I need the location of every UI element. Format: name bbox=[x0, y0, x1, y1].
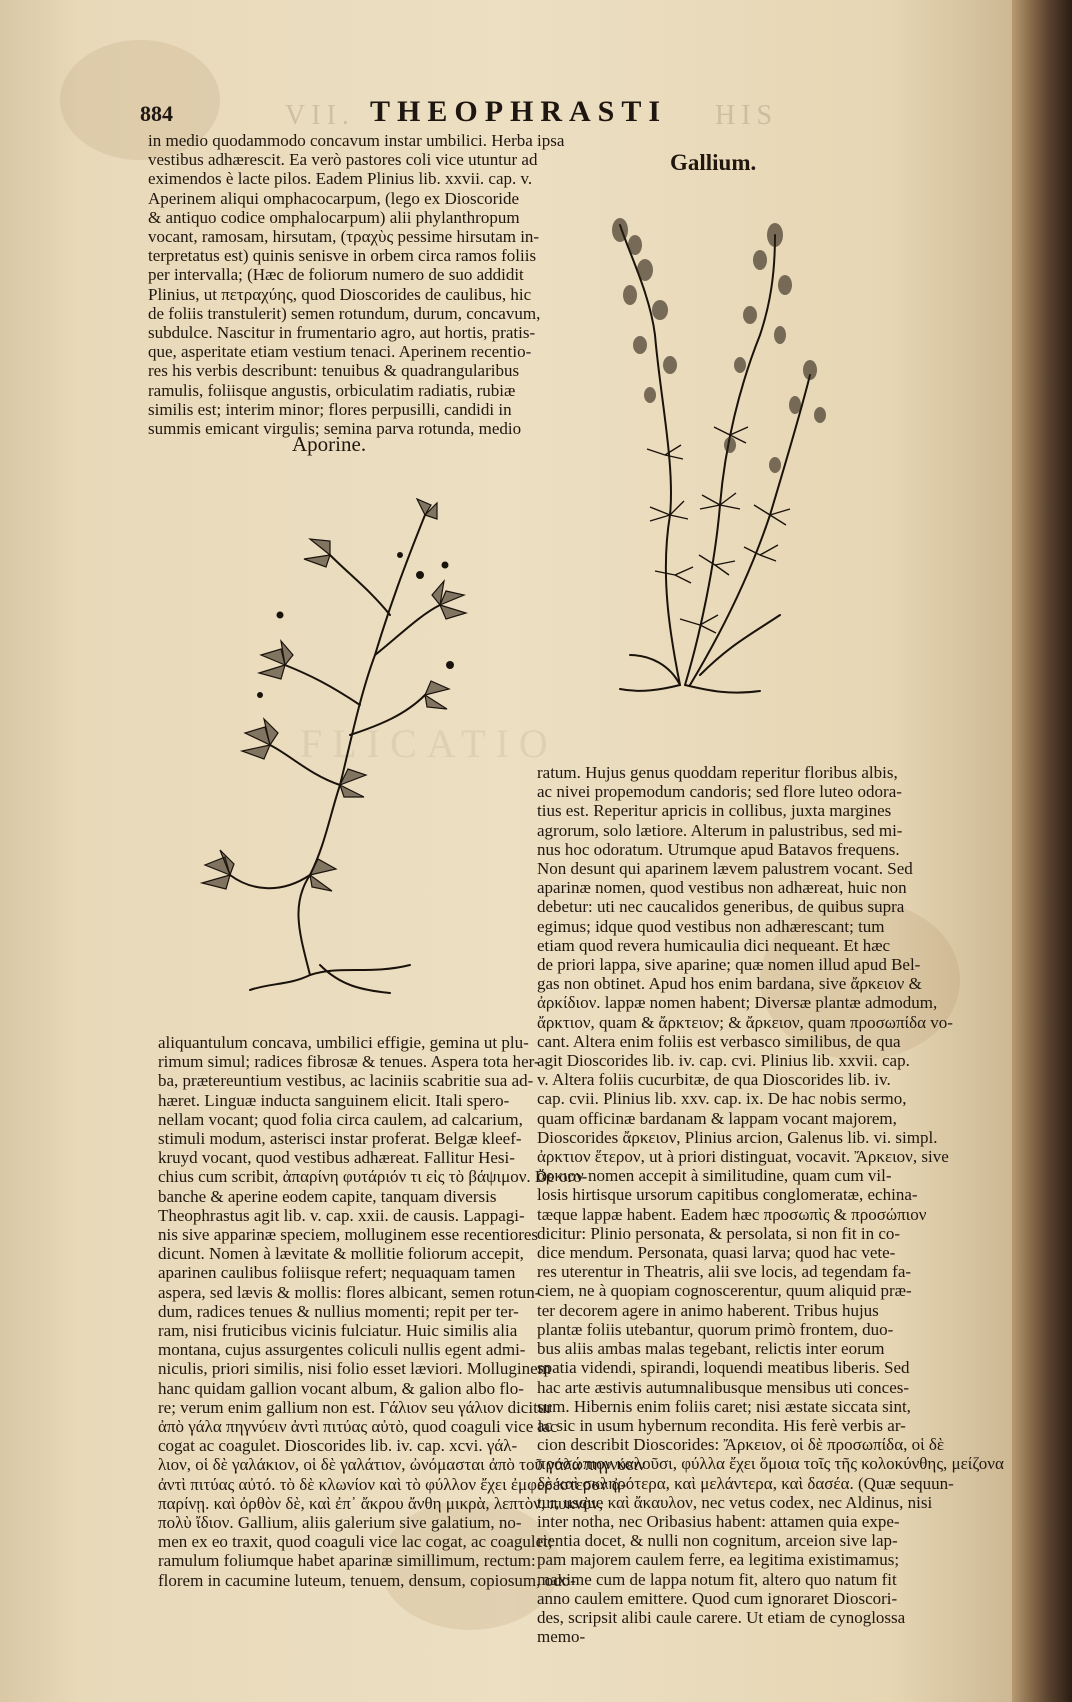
text-line: Non desunt qui aparinem lævem palustrem vocant. Sed bbox=[537, 859, 913, 879]
text-line: terpretatus est) quinis senisve in orbem circa ramos foliis bbox=[148, 246, 537, 266]
text-line: vocant, ramosam, hirsutam, (τραχὺς pessime hirsutam in- bbox=[148, 227, 540, 247]
text-line: re; verum enim gallium non est. Γάλιον seu γάλιον dicitur bbox=[158, 1397, 552, 1417]
text-line: stimuli modum, asterisci instar proferat. Belgæ kleef- bbox=[158, 1129, 522, 1149]
show-through-text: HIS bbox=[715, 100, 779, 131]
text-line: ciem, ne à quopiam cognoscerentur, quum aliquid præ- bbox=[537, 1281, 912, 1301]
text-line: ac sic in usum hybernum recondita. His ferè verbis ar- bbox=[537, 1415, 906, 1435]
text-line: summis emicant virgulis; semina parva rotunda, medio bbox=[148, 419, 522, 439]
text-line: cion describit Dioscorides: Ἄρκειον, οἱ δὲ προσωπίδα, οἱ δὲ bbox=[537, 1435, 945, 1455]
text-line: δὲ καὶ σκληρότερα, καὶ μελάντερα, καὶ δασέα. (Quæ sequun- bbox=[537, 1473, 954, 1493]
text-line: & antiquo codice omphalocarpum) alii phylanthropum bbox=[148, 207, 520, 227]
text-line: ἄρκτιον, quam & ἄρκτειον; & ἄρκειον, quam προσωπίδα vo- bbox=[537, 1012, 953, 1032]
text-line: memo- bbox=[537, 1627, 586, 1647]
text-line: cogat ac coagulet. Dioscorides lib. iv. cap. xcvi. γάλ- bbox=[158, 1436, 518, 1456]
text-line: res uterentur in Theatris, alii sve locis, ad tegendam fa- bbox=[537, 1262, 912, 1282]
page-number: 884 bbox=[140, 101, 173, 126]
text-line: sum. Hibernis enim foliis caret; nisi æstate siccata sint, bbox=[537, 1396, 911, 1416]
text-line: dice mendum. Personata, quasi larva; quod hac vete- bbox=[537, 1243, 896, 1263]
text-line: ramulum foliumque habet aparinæ simillimum, rectum: bbox=[158, 1551, 536, 1571]
text-line: λιον, οἱ δὲ γαλάκιον, οἱ δὲ γαλάτιον, ὠνόμασται ἀπὸ τοῦ γάλα πηγνύειν bbox=[158, 1455, 646, 1475]
text-line: de priori lappa, sive aparine; quæ nomen illud apud Bel- bbox=[537, 955, 921, 975]
text-line: dicitur: Plinio personata, & persolata, si non fit in co- bbox=[537, 1223, 901, 1243]
text-line: ratum. Hujus genus quoddam reperitur floribus albis, bbox=[537, 763, 898, 782]
text-line: ἀρκίδιον. lappæ nomen habent; Diversæ plantæ admodum, bbox=[537, 993, 938, 1013]
text-line: ἀρκτιον ἕτερον, ut à priori distinguat, vocavit. Ἄρκειον, sive bbox=[537, 1147, 949, 1167]
text-line: similis est; interim minor; flores perpusilli, candidi in bbox=[148, 399, 512, 419]
text-line: Theophrastus agit lib. v. cap. xxii. de causis. Lappagi- bbox=[158, 1205, 525, 1225]
text-line: plantæ foliis utebantur, quorum primò frontem, duo- bbox=[537, 1319, 894, 1339]
text-line: florem in cacumine luteum, tenuem, densum, copiosum, odo- bbox=[158, 1570, 576, 1590]
text-line: losis hirtisque ursorum capitibus conglomeratæ, echina- bbox=[537, 1185, 918, 1205]
text-line: cap. cvii. Plinius lib. xxv. cap. ix. De hac nobis sermo, bbox=[537, 1089, 907, 1109]
text-line: egimus; idque quod vestibus non adhærescant; tum bbox=[537, 916, 885, 936]
text-line: de foliis transtulerit) semen rotundum, durum, concavum, bbox=[148, 303, 541, 323]
book-gutter bbox=[1012, 0, 1072, 1702]
text-line: hæret. Linguæ inducta sanguinem elicit. Itali spero- bbox=[158, 1090, 510, 1110]
text-line: tius est. Reperitur apricis in collibus, juxta margines bbox=[537, 801, 892, 821]
figure-caption-aporine: Aporine. bbox=[292, 432, 367, 456]
text-line: Dioscorides ἄρκειον, Plinius arcion, Galenus lib. vi. simpl. bbox=[537, 1127, 938, 1147]
text-line: Aperinem aliqui omphacocarpum, (lego ex Dioscoride bbox=[148, 188, 520, 208]
text-line: aliquantulum concava, umbilici effigie, gemina ut plu- bbox=[158, 1033, 529, 1052]
text-line: rimum simul; radices fibrosæ & tenues. Aspera tota her- bbox=[158, 1052, 540, 1072]
text-line: παρίνῃ. καὶ ὀρθὸν δὲ, καὶ ἐπ᾿ ἄκρου ἄνθη μικρὰ, λεπτὸν, πυκνὸν, bbox=[158, 1493, 604, 1513]
text-line: men ex eo traxit, quod coaguli vice lac cogat, ac coagulet; bbox=[158, 1532, 553, 1552]
text-line: tur, usque καὶ ἄκαυλον, nec vetus codex, nec Aldinus, nisi bbox=[537, 1492, 933, 1512]
text-line: ac nivei propemodum candoris; sed flore luteo odora- bbox=[537, 782, 902, 802]
gallium-woodcut-illustration bbox=[600, 215, 850, 695]
text-line: rientia docet, & nulli non cognitum, arceion sive lap- bbox=[537, 1531, 898, 1551]
text-line: aparinæ nomen, quod vestibus non adhæreat, huic non bbox=[537, 878, 907, 898]
text-line: quam officinæ bardanam & lappam vocant majorem, bbox=[537, 1108, 897, 1128]
text-line: ἀντὶ πιτύας αὐτό. τὸ δὲ κλωνίον καὶ τὸ φύλλον ἔχει ἐμφερέστερον ἀ- bbox=[158, 1474, 627, 1494]
text-line: que, asperitate etiam vestium tenaci. Aperinem recentio- bbox=[148, 342, 532, 362]
text-line: debetur: uti nec caucalidos generibus, de quibus supra bbox=[537, 897, 905, 917]
text-line: res his verbis describunt: tenuibus & quadrangularibus bbox=[148, 361, 520, 381]
text-line: subdulce. Nascitur in frumentario agro, aut hortis, pratis- bbox=[148, 323, 536, 343]
show-through-text: FLICATIO bbox=[300, 721, 558, 766]
text-line: προσώπιον καλοῦσι, φύλλα ἔχει ὅμοια τοῖς τῆς κολοκύνθης, μείζονα bbox=[537, 1454, 1004, 1474]
text-line: agit Dioscorides lib. iv. cap. cvi. Plinius lib. xxvii. cap. bbox=[537, 1051, 910, 1071]
text-line: aspera, sed lævis & mollis: flores albicant, semen rotun- bbox=[158, 1282, 541, 1302]
text-line: banche & aperine eodem capite, tanquam diversis bbox=[158, 1186, 497, 1206]
text-line: anno caulem emittere. Quod cum ignoraret Dioscori- bbox=[537, 1588, 898, 1608]
text-line: niculis, priori similis, nisi folio esset læviori. Molluginem bbox=[158, 1359, 551, 1379]
text-line: inter notha, nec Oribasius habent: attamen quia expe- bbox=[537, 1511, 900, 1531]
left-column-bottom-text bbox=[158, 1033, 646, 1590]
text-line: aparinen caulibus foliisque refert; nequaquam tamen bbox=[158, 1263, 516, 1283]
text-line: eximendos è lacte pilos. Eadem Plinius lib. xxvii. cap. v. bbox=[148, 169, 533, 189]
text-line: ἀπὸ γάλα πηγνύειν ἀντὶ πιτύας αὐτὸ, quod coaguli vice lac bbox=[158, 1417, 558, 1437]
aporine-woodcut-illustration bbox=[190, 495, 480, 995]
text-line: ram, nisi fruticibus vicinis fulciatur. Huic similis alia bbox=[158, 1321, 518, 1341]
show-through-text: VII. bbox=[285, 100, 355, 131]
text-line: spatia videndi, spirandi, loquendi meatibus liberis. Sed bbox=[537, 1358, 910, 1378]
text-line: per intervalla; (Hæc de foliorum numero de suo addidit bbox=[148, 265, 524, 285]
text-line: hanc quidam gallion vocant album, & galion albo flo- bbox=[158, 1378, 524, 1398]
text-line: in medio quodammodo concavum instar umbilici. Herba ipsa bbox=[148, 131, 565, 150]
text-line: v. Altera foliis cucurbitæ, de qua Dioscorides lib. iv. bbox=[537, 1070, 891, 1090]
running-head: THEOPHRASTI bbox=[370, 95, 668, 128]
text-line: nis sive apparinæ speciem, molluginem esse recentiores bbox=[158, 1225, 539, 1245]
figure-caption-gallium: Gallium. bbox=[670, 150, 757, 175]
text-line: πολὺ ἴδιον. Gallium, aliis galerium sive galatium, no- bbox=[158, 1513, 522, 1533]
text-line: dicunt. Nomen à lævitate & mollitie foliorum accepit, bbox=[158, 1244, 524, 1264]
text-line: Plinius, ut πετραχύης, quod Dioscorides de caulibus, hic bbox=[148, 284, 532, 304]
text-line: agrorum, solo lætiore. Alterum in palustribus, sed mi- bbox=[537, 820, 903, 840]
left-column-top-text bbox=[148, 131, 565, 439]
text-line: pam majorem caulem ferre, ea legitima existimamus; bbox=[537, 1550, 900, 1570]
text-line: ba, prætereuntium vestibus, ac laciniis scabritie sua ad- bbox=[158, 1071, 534, 1091]
text-line: cant. Altera enim foliis est verbasco similibus, de qua bbox=[537, 1031, 901, 1051]
text-line: chius cum scribit, ἀπαρίνη φυτάριόν τι εἰς τὸ βάψιμον. De oro- bbox=[158, 1167, 588, 1187]
text-line: bus aliis ambas malas tegebant, relictis inter eorum bbox=[537, 1339, 885, 1359]
text-line: kruyd vocant, quod vestibus adhæreat. Fallitur Hesi- bbox=[158, 1148, 515, 1168]
text-line: tæque lappæ habent. Eadem hæc προσωπὶς & προσώπιον bbox=[537, 1204, 927, 1224]
text-line: ter decorem agere in animo haberent. Tribus hujus bbox=[537, 1300, 879, 1320]
right-column-text bbox=[537, 763, 1004, 1647]
text-line: hac arte æstivis autumnalibusque mensibus uti conces- bbox=[537, 1377, 910, 1397]
text-line: gas non obtinet. Apud hos enim bardana, sive ἄρκειον & bbox=[537, 974, 922, 994]
text-line: montana, cujus assurgentes coliculi nullis egent admi- bbox=[158, 1340, 526, 1360]
text-line: ramulis, foliisque angustis, orbiculatim radiatis, rubiæ bbox=[148, 380, 516, 400]
page-header bbox=[140, 95, 680, 135]
text-line: nus hoc odoratum. Utrumque apud Batavos frequens. bbox=[537, 839, 900, 859]
text-line: maxime cum de lappa notum fit, altero quo natum fit bbox=[537, 1569, 897, 1589]
text-line: nellam vocant; quod folia circa caulem, ad calcarium, bbox=[158, 1109, 523, 1129]
text-line: vestibus adhærescit. Ea verò pastores coli vice utuntur ad bbox=[148, 150, 538, 170]
text-line: dum, radices tenues & nullius momenti; repit per ter- bbox=[158, 1301, 519, 1321]
text-line: ἄρκιον nomen accepit à similitudine, quam cum vil- bbox=[537, 1166, 892, 1186]
text-line: des, scripsit alibi caule carere. Ut etiam de cynoglossa bbox=[537, 1607, 906, 1627]
text-line: etiam quod revera humicaulia dici nequeant. Et hæc bbox=[537, 935, 891, 955]
